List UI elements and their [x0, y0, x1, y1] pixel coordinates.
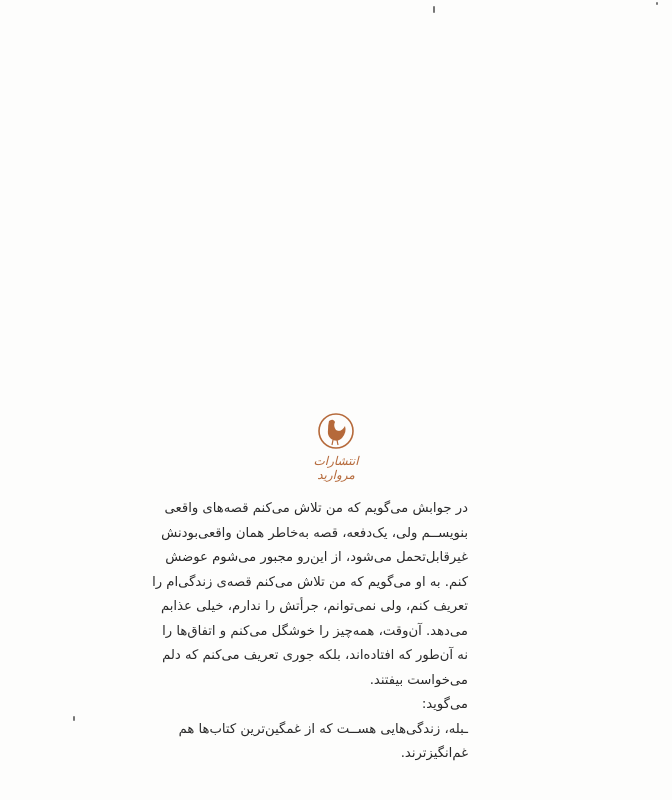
text-line: بنویســم ولی، یک‌دفعه، قصه به‌خاطر همان واقعی‌بودنش	[161, 525, 468, 541]
publisher-name: انتشارات مروارید	[313, 454, 359, 482]
text-line: تعریف کنم، ولی نمی‌توانم، جرأتش را ندارم، خیلی عذابم	[160, 599, 468, 614]
text-line: غیرقابل‌تحمل می‌شود، از این‌رو مجبور می‌شوم عوضش	[165, 550, 468, 565]
scan-speck	[656, 2, 658, 5]
text-line: کنم. به او می‌گویم که من تلاش می‌کنم قصه‌ی زندگی‌ام را	[152, 574, 468, 590]
text-line: می‌دهد. آن‌وقت، همه‌چیز را خوشگل می‌کنم و اتفاق‌ها را	[162, 623, 468, 639]
text-line: در جوابش می‌گویم که من تلاش می‌کنم قصه‌های واقعی	[164, 501, 468, 516]
text-line: نه آن‌طور که افتاده‌اند، بلکه جوری تعریف می‌کنم که دلم	[162, 648, 468, 663]
text-line: غم‌انگیزترند.	[400, 746, 468, 761]
scan-speck	[73, 716, 75, 721]
text-line: می‌خواست بیفتند.	[369, 672, 468, 688]
text-line: می‌گوید:	[421, 697, 468, 712]
text-line: ـبله، زندگی‌هایی هســت که از غمگین‌ترین کتاب‌ها هم	[178, 721, 468, 737]
page-body-text	[152, 497, 468, 767]
scan-speck	[433, 6, 435, 13]
publisher-logo	[300, 412, 372, 482]
bird-emblem-icon	[317, 412, 355, 450]
